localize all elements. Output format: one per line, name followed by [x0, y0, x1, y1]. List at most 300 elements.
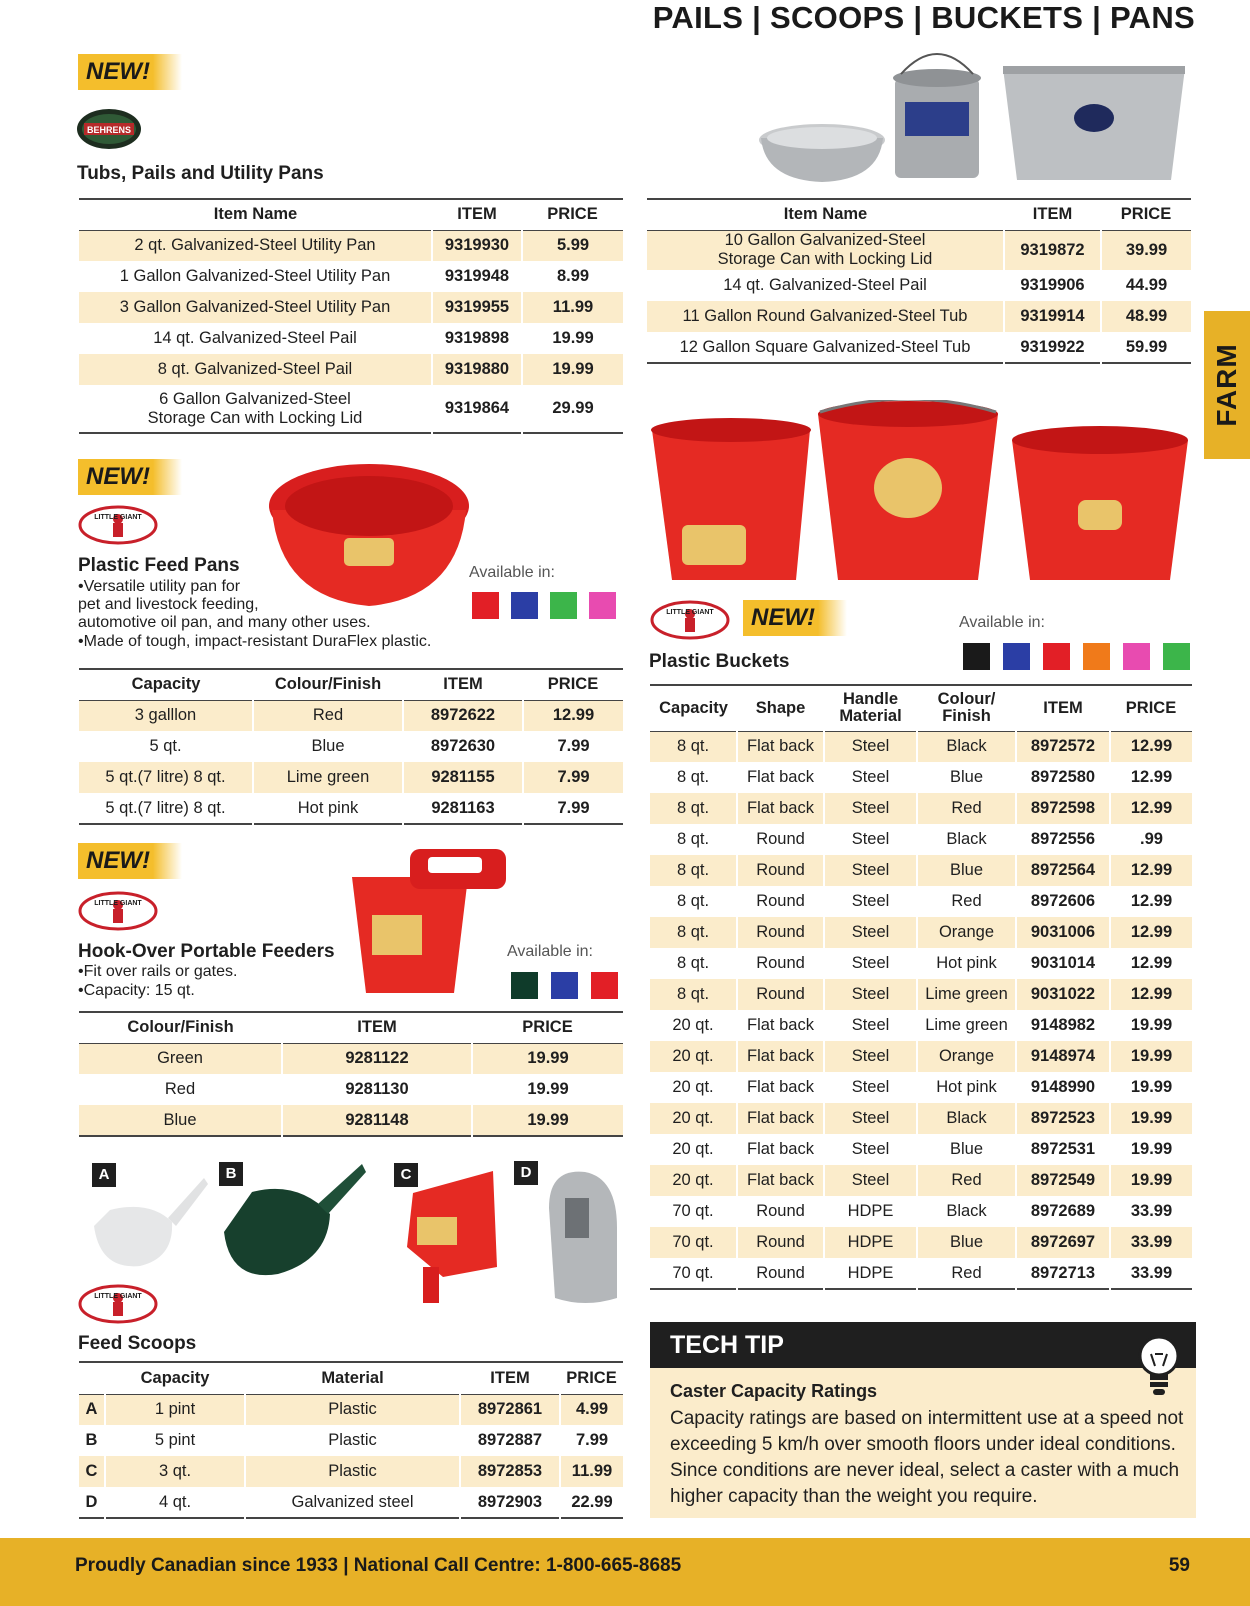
- table-cell: Flat back: [737, 793, 824, 824]
- table-cell: Plastic: [245, 1425, 460, 1456]
- table-row: [79, 354, 623, 385]
- table-cell: Steel: [824, 793, 917, 824]
- column-header: ITEM: [460, 1362, 560, 1394]
- color-swatch: [551, 972, 578, 999]
- table-cell: 9281163: [403, 793, 523, 824]
- table-cell: Flat back: [737, 1010, 824, 1041]
- column-header: Capacity: [79, 669, 253, 700]
- table-cell: 5 qt.(7 litre) 8 qt.: [79, 762, 253, 793]
- table-cell: 12.99: [523, 700, 623, 731]
- hook-feeders-table: [79, 1011, 623, 1137]
- table-cell: Steel: [824, 1072, 917, 1103]
- table-cell: 12.99: [1110, 793, 1192, 824]
- table-cell: Flat back: [737, 1103, 824, 1134]
- table-cell: 11.99: [560, 1456, 623, 1487]
- table-cell: 1 pint: [105, 1394, 245, 1425]
- plastic-buckets-image: [648, 400, 1196, 592]
- table-cell: 3 galllon: [79, 700, 253, 731]
- table-cell: 8.99: [522, 261, 623, 292]
- table-cell: 9319914: [1004, 301, 1101, 332]
- scoop-label: B: [219, 1162, 243, 1186]
- table-cell: 7.99: [560, 1425, 623, 1456]
- color-swatches: [511, 972, 618, 999]
- table-cell: 7.99: [523, 731, 623, 762]
- table-cell: Black: [917, 824, 1016, 855]
- table-cell: Flat back: [737, 1041, 824, 1072]
- table-cell: 8972549: [1016, 1165, 1110, 1196]
- new-badge: NEW!: [78, 54, 182, 90]
- little-giant-logo-text: LITTLE GIANT: [94, 1293, 142, 1300]
- table-row: [79, 793, 623, 824]
- table-cell: 19.99: [1110, 1041, 1192, 1072]
- table-cell: 9148982: [1016, 1010, 1110, 1041]
- table-cell: 12.99: [1110, 979, 1192, 1010]
- table-row: [79, 1043, 623, 1074]
- table-cell: Hot pink: [253, 793, 403, 824]
- scoops-title: Feed Scoops: [78, 1333, 197, 1354]
- table-cell: 33.99: [1110, 1227, 1192, 1258]
- table-cell: 20 qt.: [650, 1103, 737, 1134]
- table-cell: Round: [737, 855, 824, 886]
- table-cell: 9031022: [1016, 979, 1110, 1010]
- table-row: [647, 301, 1191, 332]
- scoop-label: A: [92, 1163, 116, 1187]
- table-row: [79, 1456, 623, 1487]
- feed-pans-bullet: •Made of tough, impact-resistant DuraFlex plastic.: [78, 633, 432, 650]
- tech-tip-subheading: Caster Capacity Ratings: [670, 1381, 878, 1401]
- color-swatch: [472, 592, 499, 619]
- table-row: [650, 793, 1192, 824]
- table-cell: HDPE: [824, 1227, 917, 1258]
- table-cell: 8972887: [460, 1425, 560, 1456]
- column-header: PRICE: [1110, 685, 1192, 731]
- table-cell: 2 qt. Galvanized-Steel Utility Pan: [79, 230, 432, 261]
- table-cell: Steel: [824, 1041, 917, 1072]
- table-cell: 5 pint: [105, 1425, 245, 1456]
- column-header: Item Name: [647, 199, 1004, 230]
- table-cell: 22.99: [560, 1487, 623, 1518]
- table-cell: 9319948: [432, 261, 522, 292]
- table-cell: Lime green: [917, 1010, 1016, 1041]
- new-badge: NEW!: [743, 600, 847, 636]
- table-cell: Red: [164, 1080, 196, 1098]
- table-cell: Round: [737, 886, 824, 917]
- table-cell: Blue: [917, 1227, 1016, 1258]
- table-cell: Steel: [824, 1103, 917, 1134]
- column-header: PRICE: [472, 1012, 623, 1043]
- column-header: ITEM: [432, 199, 522, 230]
- table-cell: 20 qt.: [650, 1041, 737, 1072]
- scoop-d-image: [545, 1168, 621, 1308]
- table-cell: 12.99: [1110, 948, 1192, 979]
- color-swatch: [1123, 643, 1150, 670]
- table-cell: 19.99: [1110, 1134, 1192, 1165]
- table-cell: Red: [253, 700, 403, 731]
- table-row: [647, 332, 1191, 363]
- table-cell: A: [79, 1394, 105, 1425]
- table-cell: 12.99: [1110, 731, 1192, 762]
- table-cell: 19.99: [472, 1105, 623, 1136]
- table-cell: 14 qt. Galvanized-Steel Pail: [723, 276, 927, 294]
- table-row: [650, 1165, 1192, 1196]
- tubs-table-right: [647, 198, 1191, 364]
- table-row: [650, 1196, 1192, 1227]
- table-cell: Flat back: [737, 1134, 824, 1165]
- table-cell: Round: [737, 1258, 824, 1289]
- table-cell: 20 qt.: [672, 1016, 714, 1034]
- table-cell: 7.99: [523, 793, 623, 824]
- table-cell: 9319955: [432, 292, 522, 323]
- table-cell: 7.99: [523, 762, 623, 793]
- table-cell: Plastic: [245, 1456, 460, 1487]
- table-cell: 70 qt.: [672, 1202, 714, 1220]
- table-row: [79, 1487, 623, 1518]
- table-row: [79, 1074, 623, 1105]
- table-cell: Black: [917, 1103, 1016, 1134]
- table-row: [650, 1227, 1192, 1258]
- table-row: [79, 292, 623, 323]
- color-swatches: [472, 592, 616, 619]
- table-row: [650, 1041, 1192, 1072]
- column-header: ITEM: [403, 669, 523, 700]
- table-cell: Steel: [824, 1165, 917, 1196]
- column-header: PRICE: [1101, 199, 1191, 230]
- table-cell: 20 qt.: [650, 1165, 737, 1196]
- table-cell: 12.99: [1110, 762, 1192, 793]
- table-cell: 59.99: [1101, 332, 1191, 363]
- table-cell: 19.99: [1110, 1103, 1192, 1134]
- table-cell: 44.99: [1101, 270, 1191, 301]
- table-cell: Steel: [824, 1010, 917, 1041]
- new-badge: NEW!: [78, 843, 182, 879]
- table-row: [650, 1072, 1192, 1103]
- table-row: [79, 700, 623, 731]
- scoops-table: [79, 1361, 623, 1519]
- table-cell: 19.99: [522, 354, 623, 385]
- footer-text: Proudly Canadian since 1933 | National Call Centre: 1-800-665-8685: [75, 1555, 682, 1576]
- page-number: 59: [1168, 1555, 1190, 1576]
- table-cell: 8972531: [1016, 1134, 1110, 1165]
- table-row: [650, 948, 1192, 979]
- table-cell: Green: [79, 1043, 282, 1074]
- table-cell: 9281130: [282, 1074, 472, 1105]
- table-cell: 8972598: [1016, 793, 1110, 824]
- table-cell: 9319906: [1004, 270, 1101, 301]
- table-cell: Steel: [824, 948, 917, 979]
- table-cell: Hot pink: [917, 1072, 1016, 1103]
- table-cell: 9148974: [1016, 1041, 1110, 1072]
- table-cell: 12.99: [1110, 886, 1192, 917]
- table-cell: 11.99: [522, 292, 623, 323]
- table-row: [650, 1258, 1192, 1289]
- table-cell: 8 qt.: [650, 855, 737, 886]
- table-cell: Blue: [917, 762, 1016, 793]
- table-cell: 8972606: [1016, 886, 1110, 917]
- hook-feeders-title: Hook-Over Portable Feeders: [78, 941, 335, 962]
- table-row: [650, 1010, 1192, 1041]
- table-cell: 4 qt.: [105, 1487, 245, 1518]
- table-cell: Blue: [253, 731, 403, 762]
- table-cell: 19.99: [472, 1043, 623, 1074]
- table-cell: 5 qt.: [149, 737, 182, 755]
- table-cell: Red: [917, 793, 1016, 824]
- table-cell: Steel: [824, 731, 917, 762]
- table-cell: 9281122: [282, 1043, 472, 1074]
- table-cell: 9148990: [1016, 1072, 1110, 1103]
- hook-feeder-image: [350, 843, 520, 1003]
- column-header: ITEM: [1016, 685, 1110, 731]
- table-row: [79, 323, 623, 354]
- table-cell: 8 qt.: [650, 793, 737, 824]
- table-cell: Steel: [824, 917, 917, 948]
- table-cell: 39.99: [1101, 230, 1191, 270]
- feed-pans-table: [79, 668, 623, 825]
- table-row: [79, 1394, 623, 1425]
- table-cell: Blue: [917, 1134, 1016, 1165]
- table-cell: Lime green: [253, 762, 403, 793]
- table-cell: 5.99: [522, 230, 623, 261]
- available-label: Available in:: [469, 564, 555, 581]
- table-cell: Round: [737, 1196, 824, 1227]
- color-swatch: [1043, 643, 1070, 670]
- column-header: Handle Material: [824, 685, 917, 731]
- table-cell: Black: [917, 731, 1016, 762]
- table-cell: 8972861: [460, 1394, 560, 1425]
- table-row: [79, 385, 623, 433]
- table-cell: 8972523: [1016, 1103, 1110, 1134]
- table-cell: Lime green: [917, 979, 1016, 1010]
- table-cell: Flat back: [737, 1072, 824, 1103]
- column-header: PRICE: [560, 1362, 623, 1394]
- tech-tip-body: Capacity ratings are based on intermittent use at a speed not exceeding 5 km/h over smooth floors under ideal conditions. Since conditions are never ideal, select a caster with a much higher capacity than the weight you require.: [670, 1408, 1184, 1507]
- table-cell: 9031006: [1016, 917, 1110, 948]
- table-cell: 12 Gallon Square Galvanized-Steel Tub: [679, 337, 971, 356]
- table-cell: Steel: [824, 824, 917, 855]
- table-cell: Round: [737, 1227, 824, 1258]
- table-cell: 8972564: [1016, 855, 1110, 886]
- table-cell: 48.99: [1101, 301, 1191, 332]
- table-cell: 8 qt.: [676, 954, 710, 972]
- table-cell: 11 Gallon Round Galvanized-Steel Tub: [647, 301, 1004, 332]
- table-row: [79, 731, 623, 762]
- color-swatch: [550, 592, 577, 619]
- table-cell: 8972580: [1016, 762, 1110, 793]
- section-tab-label: FARM: [1211, 343, 1242, 427]
- scoop-a-image: [90, 1170, 210, 1270]
- table-row: [79, 1425, 623, 1456]
- table-row: [650, 824, 1192, 855]
- table-cell: 19.99: [1110, 1010, 1192, 1041]
- little-giant-logo: [78, 1284, 158, 1324]
- table-cell: 8972630: [403, 731, 523, 762]
- table-cell: Round: [737, 917, 824, 948]
- scoop-label: C: [394, 1163, 418, 1187]
- table-row: [79, 261, 623, 292]
- feed-pans-title: Plastic Feed Pans: [78, 555, 240, 576]
- available-label: Available in:: [507, 943, 593, 960]
- table-cell: Blue: [917, 855, 1016, 886]
- table-cell: Flat back: [737, 1165, 824, 1196]
- table-row: [650, 917, 1192, 948]
- table-row: [650, 731, 1192, 762]
- galvanized-products-image: [755, 40, 1190, 190]
- table-cell: 70 qt.: [650, 1227, 737, 1258]
- table-cell: 29.99: [522, 385, 623, 433]
- table-cell: 8 qt.: [650, 979, 737, 1010]
- table-cell: 8972853: [460, 1456, 560, 1487]
- table-cell: 8 qt.: [676, 830, 710, 848]
- table-row: [650, 1103, 1192, 1134]
- color-swatch: [511, 592, 538, 619]
- table-cell: 3 qt.: [105, 1456, 245, 1487]
- column-header: Item Name: [79, 199, 432, 230]
- color-swatch: [591, 972, 618, 999]
- table-cell: 33.99: [1110, 1258, 1192, 1289]
- tech-tip-box: [650, 1322, 1196, 1518]
- table-cell: 9319880: [432, 354, 522, 385]
- table-row: [79, 1105, 623, 1136]
- table-cell: Steel: [824, 1134, 917, 1165]
- table-cell: 19.99: [1110, 1072, 1192, 1103]
- tubs-title: Tubs, Pails and Utility Pans: [77, 163, 324, 184]
- table-row: [79, 762, 623, 793]
- table-cell: 3 Gallon Galvanized-Steel Utility Pan: [79, 292, 432, 323]
- table-cell: Orange: [917, 1041, 1016, 1072]
- table-cell: 9319872: [1004, 230, 1101, 270]
- table-cell: Red: [917, 886, 1016, 917]
- column-header: [79, 1362, 105, 1394]
- table-cell: 9319864: [432, 385, 522, 433]
- new-badge: NEW!: [78, 459, 182, 495]
- table-cell: 8 qt. Galvanized-Steel Pail: [79, 354, 432, 385]
- little-giant-logo: [650, 600, 730, 640]
- color-swatch: [511, 972, 538, 999]
- column-header: Capacity: [650, 685, 737, 731]
- table-cell: 9319922: [1004, 332, 1101, 363]
- color-swatch: [1083, 643, 1110, 670]
- table-cell: 8972903: [460, 1487, 560, 1518]
- scoop-c-image: [403, 1167, 503, 1307]
- table-cell: Steel: [824, 855, 917, 886]
- column-header: PRICE: [522, 199, 623, 230]
- scoop-label: D: [514, 1161, 538, 1185]
- table-cell: 6 Gallon Galvanized-Steel Storage Can with Locking Lid: [147, 389, 363, 427]
- table-cell: HDPE: [824, 1258, 917, 1289]
- table-cell: Plastic: [245, 1394, 460, 1425]
- table-cell: 9281155: [403, 762, 523, 793]
- table-cell: B: [85, 1431, 98, 1449]
- little-giant-logo-text: LITTLE GIANT: [666, 609, 714, 616]
- table-cell: Black: [917, 1196, 1016, 1227]
- table-cell: 12.99: [1110, 855, 1192, 886]
- page-title: PAILS | SCOOPS | BUCKETS | PANS: [652, 0, 1195, 35]
- table-cell: Hot pink: [917, 948, 1016, 979]
- table-cell: C: [79, 1456, 105, 1487]
- table-cell: 19.99: [1110, 1165, 1192, 1196]
- table-cell: Orange: [917, 917, 1016, 948]
- table-cell: 8 qt.: [676, 768, 710, 786]
- table-cell: 8972689: [1016, 1196, 1110, 1227]
- little-giant-logo-text: LITTLE GIANT: [94, 514, 142, 521]
- table-row: [79, 230, 623, 261]
- table-cell: 19.99: [472, 1074, 623, 1105]
- table-cell: 8972713: [1016, 1258, 1110, 1289]
- table-cell: 8 qt.: [650, 917, 737, 948]
- table-row: [647, 230, 1191, 270]
- table-cell: 8 qt.: [676, 892, 710, 910]
- table-cell: D: [85, 1492, 98, 1511]
- table-cell: Flat back: [737, 731, 824, 762]
- table-cell: 20 qt.: [672, 1140, 714, 1158]
- color-swatch: [1003, 643, 1030, 670]
- table-cell: 12.99: [1110, 917, 1192, 948]
- table-cell: 19.99: [522, 323, 623, 354]
- section-tab: [1204, 311, 1250, 459]
- column-header: PRICE: [523, 669, 623, 700]
- table-cell: Red: [917, 1258, 1016, 1289]
- color-swatch: [1163, 643, 1190, 670]
- table-row: [647, 270, 1191, 301]
- behrens-logo-text: BEHRENS: [86, 125, 132, 135]
- table-cell: 8972622: [403, 700, 523, 731]
- table-row: [650, 762, 1192, 793]
- column-header: Colour/ Finish: [917, 685, 1016, 731]
- table-cell: 8972697: [1016, 1227, 1110, 1258]
- table-cell: Steel: [824, 979, 917, 1010]
- column-header: ITEM: [1004, 199, 1101, 230]
- table-cell: Flat back: [737, 762, 824, 793]
- table-row: [650, 855, 1192, 886]
- buckets-title: Plastic Buckets: [649, 651, 790, 672]
- column-header: Material: [245, 1362, 460, 1394]
- table-cell: 9031014: [1016, 948, 1110, 979]
- table-cell: 14 qt. Galvanized-Steel Pail: [153, 329, 357, 347]
- column-header: Capacity: [105, 1362, 245, 1394]
- table-cell: 20 qt.: [672, 1078, 714, 1096]
- lightbulb-icon: [1135, 1332, 1183, 1402]
- table-cell: 8972572: [1016, 731, 1110, 762]
- table-row: [650, 1134, 1192, 1165]
- feed-pans-bullet: •Versatile utility pan for pet and livestock feeding, automotive oil pan, and many other uses.: [78, 578, 371, 631]
- color-swatch: [589, 592, 616, 619]
- behrens-logo: [76, 108, 142, 150]
- color-swatch: [963, 643, 990, 670]
- table-cell: HDPE: [824, 1196, 917, 1227]
- little-giant-logo: [78, 505, 158, 545]
- available-label: Available in:: [959, 614, 1045, 631]
- table-cell: 4.99: [560, 1394, 623, 1425]
- little-giant-logo-text: LITTLE GIANT: [94, 900, 142, 907]
- column-header: Shape: [737, 685, 824, 731]
- color-swatches: [963, 643, 1190, 670]
- table-cell: Galvanized steel: [245, 1487, 460, 1518]
- table-cell: 8972556: [1016, 824, 1110, 855]
- table-cell: 1 Gallon Galvanized-Steel Utility Pan: [119, 267, 391, 285]
- table-cell: 33.99: [1110, 1196, 1192, 1227]
- table-cell: 10 Gallon Galvanized-Steel Storage Can with Locking Lid: [647, 230, 1004, 270]
- table-cell: .99: [1110, 824, 1192, 855]
- column-header: Colour/Finish: [79, 1012, 282, 1043]
- table-cell: Steel: [824, 762, 917, 793]
- column-header: ITEM: [282, 1012, 472, 1043]
- table-cell: Red: [917, 1165, 1016, 1196]
- table-cell: Round: [737, 824, 824, 855]
- table-cell: 9281148: [282, 1105, 472, 1136]
- hook-feeders-bullet: •Fit over rails or gates.: [78, 963, 238, 980]
- table-cell: Steel: [824, 886, 917, 917]
- table-cell: 9319898: [432, 323, 522, 354]
- table-row: [650, 979, 1192, 1010]
